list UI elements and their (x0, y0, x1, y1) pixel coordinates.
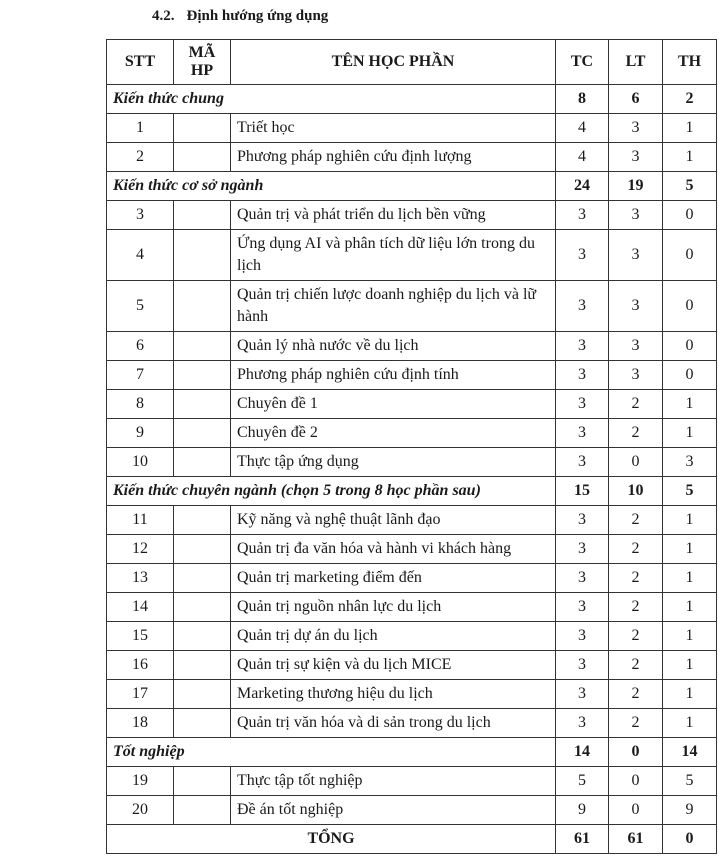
table-row (107, 651, 717, 680)
cell-stt: 4 (107, 230, 174, 281)
cell-ten: Quản trị nguồn nhân lực du lịch (231, 593, 556, 622)
group-row-general (107, 85, 717, 114)
table-row (107, 201, 717, 230)
cell-tc: 3 (556, 622, 609, 651)
group-tc: 8 (556, 85, 609, 114)
cell-ma-hp (174, 796, 231, 825)
cell-tc: 5 (556, 767, 609, 796)
cell-th: 0 (663, 332, 717, 361)
cell-tc: 3 (556, 361, 609, 390)
cell-th: 0 (663, 230, 717, 281)
section-heading (152, 8, 328, 25)
cell-tc: 3 (556, 506, 609, 535)
cell-lt: 3 (609, 201, 663, 230)
group-th: 14 (663, 738, 717, 767)
cell-stt: 16 (107, 651, 174, 680)
cell-lt: 2 (609, 680, 663, 709)
table-row (107, 361, 717, 390)
cell-stt: 3 (107, 201, 174, 230)
cell-ten: Quản lý nhà nước về du lịch (231, 332, 556, 361)
group-lt: 6 (609, 85, 663, 114)
cell-tc: 3 (556, 201, 609, 230)
table-row (107, 114, 717, 143)
cell-lt: 3 (609, 361, 663, 390)
cell-th: 0 (663, 361, 717, 390)
table-row (107, 230, 717, 281)
cell-ma-hp (174, 680, 231, 709)
cell-ten: Quản trị chiến lược doanh nghiệp du lịch và lữ hành (231, 281, 556, 332)
cell-stt: 7 (107, 361, 174, 390)
table-row (107, 796, 717, 825)
cell-th: 1 (663, 680, 717, 709)
cell-lt: 2 (609, 419, 663, 448)
cell-stt: 9 (107, 419, 174, 448)
header-th: TH (663, 40, 717, 85)
cell-tc: 3 (556, 281, 609, 332)
cell-lt: 2 (609, 564, 663, 593)
group-label: Tốt nghiệp (107, 738, 556, 767)
cell-lt: 3 (609, 332, 663, 361)
cell-lt: 0 (609, 767, 663, 796)
cell-stt: 2 (107, 143, 174, 172)
cell-th: 1 (663, 564, 717, 593)
cell-ten: Phương pháp nghiên cứu định lượng (231, 143, 556, 172)
cell-ma-hp (174, 419, 231, 448)
cell-ma-hp (174, 535, 231, 564)
cell-stt: 13 (107, 564, 174, 593)
cell-tc: 3 (556, 593, 609, 622)
total-tc: 61 (556, 825, 609, 854)
group-label: Kiến thức chuyên ngành (chọn 5 trong 8 học phần sau) (107, 477, 556, 506)
cell-ma-hp (174, 281, 231, 332)
cell-ma-hp (174, 709, 231, 738)
cell-lt: 2 (609, 622, 663, 651)
cell-ma-hp (174, 201, 231, 230)
cell-tc: 3 (556, 332, 609, 361)
group-th: 2 (663, 85, 717, 114)
cell-ten: Quản trị dự án du lịch (231, 622, 556, 651)
cell-th: 1 (663, 535, 717, 564)
section-title: Định hướng ứng dụng (186, 8, 329, 24)
cell-tc: 3 (556, 419, 609, 448)
cell-stt: 20 (107, 796, 174, 825)
cell-tc: 3 (556, 448, 609, 477)
table-row (107, 281, 717, 332)
cell-tc: 3 (556, 651, 609, 680)
cell-stt: 18 (107, 709, 174, 738)
cell-stt: 14 (107, 593, 174, 622)
cell-tc: 3 (556, 535, 609, 564)
cell-lt: 3 (609, 114, 663, 143)
cell-th: 3 (663, 448, 717, 477)
cell-ma-hp (174, 622, 231, 651)
cell-lt: 2 (609, 709, 663, 738)
cell-th: 1 (663, 622, 717, 651)
cell-th: 1 (663, 709, 717, 738)
cell-stt: 5 (107, 281, 174, 332)
cell-ma-hp (174, 593, 231, 622)
cell-stt: 10 (107, 448, 174, 477)
table-row (107, 448, 717, 477)
cell-ma-hp (174, 361, 231, 390)
cell-lt: 3 (609, 230, 663, 281)
cell-lt: 0 (609, 796, 663, 825)
cell-tc: 3 (556, 390, 609, 419)
table-row (107, 622, 717, 651)
cell-ten: Đề án tốt nghiệp (231, 796, 556, 825)
table-row (107, 680, 717, 709)
group-label: Kiến thức cơ sở ngành (107, 172, 556, 201)
cell-ma-hp (174, 230, 231, 281)
cell-ten: Ứng dụng AI và phân tích dữ liệu lớn trong du lịch (231, 230, 556, 281)
cell-ten: Quản trị đa văn hóa và hành vi khách hàng (231, 535, 556, 564)
table-row (107, 419, 717, 448)
header-tc: TC (556, 40, 609, 85)
group-lt: 19 (609, 172, 663, 201)
cell-tc: 4 (556, 114, 609, 143)
cell-lt: 3 (609, 143, 663, 172)
cell-th: 0 (663, 281, 717, 332)
table-row (107, 535, 717, 564)
cell-ten: Thực tập tốt nghiệp (231, 767, 556, 796)
group-lt: 10 (609, 477, 663, 506)
cell-ten: Kỹ năng và nghệ thuật lãnh đạo (231, 506, 556, 535)
total-th: 0 (663, 825, 717, 854)
cell-ten: Quản trị và phát triển du lịch bền vững (231, 201, 556, 230)
table-row (107, 390, 717, 419)
cell-th: 1 (663, 506, 717, 535)
cell-tc: 9 (556, 796, 609, 825)
cell-ma-hp (174, 506, 231, 535)
table-row (107, 767, 717, 796)
table-row (107, 709, 717, 738)
group-tc: 24 (556, 172, 609, 201)
cell-ma-hp (174, 332, 231, 361)
cell-th: 9 (663, 796, 717, 825)
group-row-specialized (107, 477, 717, 506)
cell-ma-hp (174, 651, 231, 680)
table-row (107, 506, 717, 535)
group-th: 5 (663, 172, 717, 201)
cell-lt: 2 (609, 651, 663, 680)
table-header-row (107, 40, 717, 85)
group-row-foundation (107, 172, 717, 201)
header-ma-hp: MÃ HP (174, 40, 231, 85)
cell-ten: Phương pháp nghiên cứu định tính (231, 361, 556, 390)
cell-lt: 2 (609, 390, 663, 419)
cell-ten: Triết học (231, 114, 556, 143)
cell-th: 1 (663, 114, 717, 143)
group-lt: 0 (609, 738, 663, 767)
cell-ten: Thực tập ứng dụng (231, 448, 556, 477)
cell-stt: 8 (107, 390, 174, 419)
group-label: Kiến thức chung (107, 85, 556, 114)
header-ten-hoc-phan: TÊN HỌC PHẦN (231, 40, 556, 85)
cell-th: 1 (663, 143, 717, 172)
cell-th: 1 (663, 390, 717, 419)
cell-stt: 12 (107, 535, 174, 564)
cell-th: 1 (663, 593, 717, 622)
group-row-graduation (107, 738, 717, 767)
table-row (107, 332, 717, 361)
group-th: 5 (663, 477, 717, 506)
cell-ma-hp (174, 390, 231, 419)
cell-th: 5 (663, 767, 717, 796)
cell-ten: Chuyên đề 2 (231, 419, 556, 448)
cell-tc: 3 (556, 230, 609, 281)
cell-stt: 19 (107, 767, 174, 796)
cell-lt: 3 (609, 281, 663, 332)
group-tc: 14 (556, 738, 609, 767)
header-lt: LT (609, 40, 663, 85)
cell-ten: Quản trị sự kiện và du lịch MICE (231, 651, 556, 680)
cell-lt: 2 (609, 506, 663, 535)
curriculum-table (106, 39, 717, 854)
cell-stt: 17 (107, 680, 174, 709)
cell-stt: 1 (107, 114, 174, 143)
cell-stt: 6 (107, 332, 174, 361)
header-stt: STT (107, 40, 174, 85)
cell-th: 0 (663, 201, 717, 230)
cell-ten: Chuyên đề 1 (231, 390, 556, 419)
total-label: TỔNG (107, 825, 556, 854)
total-row (107, 825, 717, 854)
cell-lt: 2 (609, 593, 663, 622)
cell-ten: Quản trị marketing điểm đến (231, 564, 556, 593)
table-row (107, 143, 717, 172)
group-tc: 15 (556, 477, 609, 506)
section-number: 4.2. (152, 8, 175, 24)
cell-lt: 0 (609, 448, 663, 477)
table-row (107, 564, 717, 593)
cell-tc: 3 (556, 709, 609, 738)
cell-tc: 3 (556, 680, 609, 709)
cell-ma-hp (174, 114, 231, 143)
cell-stt: 11 (107, 506, 174, 535)
cell-tc: 4 (556, 143, 609, 172)
cell-lt: 2 (609, 535, 663, 564)
cell-ma-hp (174, 564, 231, 593)
cell-th: 1 (663, 651, 717, 680)
cell-th: 1 (663, 419, 717, 448)
table-row (107, 593, 717, 622)
cell-stt: 15 (107, 622, 174, 651)
cell-ten: Marketing thương hiệu du lịch (231, 680, 556, 709)
cell-ma-hp (174, 767, 231, 796)
cell-tc: 3 (556, 564, 609, 593)
total-lt: 61 (609, 825, 663, 854)
cell-ma-hp (174, 448, 231, 477)
cell-ma-hp (174, 143, 231, 172)
cell-ten: Quản trị văn hóa và di sản trong du lịch (231, 709, 556, 738)
